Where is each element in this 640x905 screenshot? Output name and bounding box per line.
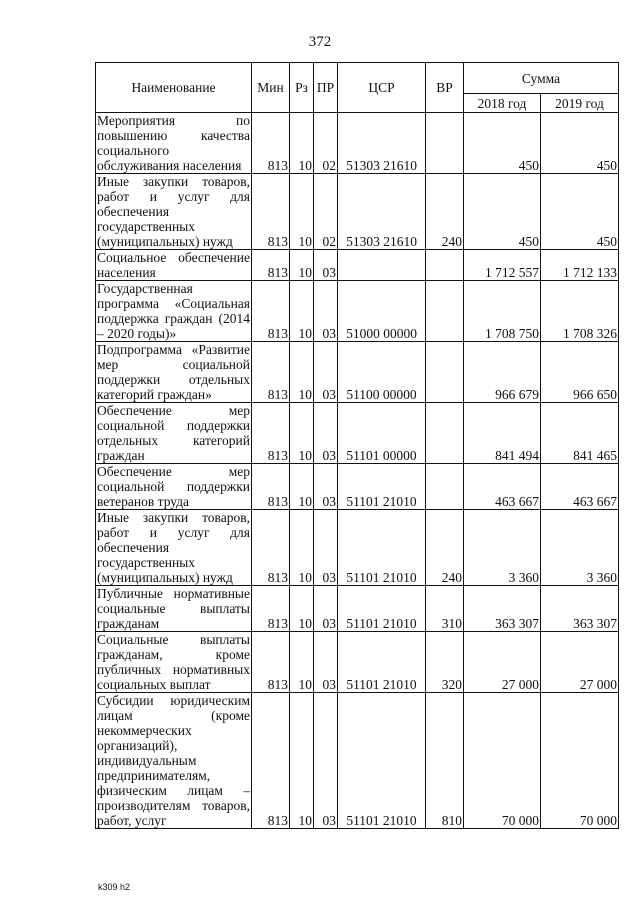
cell-y2019: 1 708 326	[541, 281, 619, 342]
cell-csr: 51101 21010	[338, 632, 426, 693]
table-row	[96, 342, 619, 403]
header-2018: 2018 год	[464, 94, 541, 113]
cell-y2018: 70 000	[464, 693, 541, 829]
header-vr: ВР	[426, 63, 464, 113]
cell-min: 813	[252, 342, 290, 403]
cell-y2019: 1 712 133	[541, 250, 619, 281]
header-rz: Рз	[290, 63, 314, 113]
cell-min: 813	[252, 281, 290, 342]
cell-y2019: 841 465	[541, 403, 619, 464]
cell-vr: 240	[426, 174, 464, 250]
cell-csr: 51101 21010	[338, 510, 426, 586]
cell-y2018: 363 307	[464, 586, 541, 632]
cell-csr: 51303 21610	[338, 174, 426, 250]
cell-vr: 240	[426, 510, 464, 586]
cell-y2018: 1 708 750	[464, 281, 541, 342]
table-row	[96, 632, 619, 693]
cell-min: 813	[252, 693, 290, 829]
cell-vr: 310	[426, 586, 464, 632]
header-name: Наименование	[96, 63, 252, 113]
cell-name: Обеспечение мер социальной поддержки ветеранов труда	[97, 464, 250, 509]
cell-pr: 03	[314, 250, 338, 281]
cell-pr: 03	[314, 632, 338, 693]
cell-name: Государственная программа «Социальная поддержка граждан (2014 – 2020 годы)»	[97, 281, 250, 341]
table-row	[96, 464, 619, 510]
table-row	[96, 693, 619, 829]
cell-vr	[426, 342, 464, 403]
header-pr: ПР	[314, 63, 338, 113]
cell-rz: 10	[290, 586, 314, 632]
cell-pr: 02	[314, 174, 338, 250]
table-row	[96, 113, 619, 174]
table-row	[96, 586, 619, 632]
cell-y2018: 27 000	[464, 632, 541, 693]
cell-y2018: 450	[464, 113, 541, 174]
cell-rz: 10	[290, 342, 314, 403]
cell-vr	[426, 464, 464, 510]
cell-y2018: 450	[464, 174, 541, 250]
cell-vr: 320	[426, 632, 464, 693]
cell-min: 813	[252, 113, 290, 174]
cell-pr: 03	[314, 403, 338, 464]
cell-min: 813	[252, 510, 290, 586]
table-row	[96, 403, 619, 464]
cell-rz: 10	[290, 693, 314, 829]
cell-csr	[338, 250, 426, 281]
cell-rz: 10	[290, 632, 314, 693]
table-row	[96, 510, 619, 586]
cell-csr: 51101 21010	[338, 693, 426, 829]
cell-pr: 03	[314, 693, 338, 829]
cell-vr	[426, 403, 464, 464]
cell-vr	[426, 113, 464, 174]
cell-rz: 10	[290, 464, 314, 510]
cell-name: Обеспечение мер социальной поддержки отдельных категорий граждан	[97, 403, 250, 463]
cell-pr: 03	[314, 586, 338, 632]
header-2019: 2019 год	[541, 94, 619, 113]
cell-pr: 02	[314, 113, 338, 174]
table-row	[96, 281, 619, 342]
cell-min: 813	[252, 464, 290, 510]
cell-rz: 10	[290, 281, 314, 342]
table-row	[96, 250, 619, 281]
cell-vr	[426, 250, 464, 281]
cell-y2018: 1 712 557	[464, 250, 541, 281]
cell-min: 813	[252, 586, 290, 632]
cell-y2019: 463 667	[541, 464, 619, 510]
cell-csr: 51101 21010	[338, 464, 426, 510]
cell-y2019: 27 000	[541, 632, 619, 693]
cell-csr: 51101 00000	[338, 403, 426, 464]
cell-pr: 03	[314, 342, 338, 403]
header-sum: Сумма	[464, 63, 619, 94]
cell-name: Иные закупки товаров, работ и услуг для обеспечения государственных (муниципальных) нужд	[97, 174, 250, 249]
cell-vr: 810	[426, 693, 464, 829]
cell-rz: 10	[290, 250, 314, 281]
cell-rz: 10	[290, 174, 314, 250]
cell-csr: 51100 00000	[338, 342, 426, 403]
cell-y2019: 363 307	[541, 586, 619, 632]
cell-min: 813	[252, 632, 290, 693]
cell-y2018: 966 679	[464, 342, 541, 403]
cell-name: Субсидии юридическим лицам (кроме некоммерческих организаций), индивидуальным предпринимателям, физическим лицам – производителям товаров, работ, услуг	[97, 693, 250, 828]
cell-name: Социальное обеспечение населения	[97, 250, 250, 280]
table-row	[96, 174, 619, 250]
cell-name: Подпрограмма «Развитие мер социальной поддержки отдельных категорий граждан»	[97, 342, 250, 402]
cell-csr: 51000 00000	[338, 281, 426, 342]
cell-rz: 10	[290, 510, 314, 586]
cell-pr: 03	[314, 510, 338, 586]
cell-name: Социальные выплаты гражданам, кроме публичных нормативных социальных выплат	[97, 632, 250, 692]
cell-y2019: 70 000	[541, 693, 619, 829]
cell-min: 813	[252, 174, 290, 250]
header-min: Мин	[252, 63, 290, 113]
budget-table	[95, 62, 619, 829]
header-csr: ЦСР	[338, 63, 426, 113]
cell-y2019: 450	[541, 174, 619, 250]
cell-name: Иные закупки товаров, работ и услуг для обеспечения государственных (муниципальных) нужд	[97, 510, 250, 585]
cell-pr: 03	[314, 281, 338, 342]
cell-name: Мероприятия по повышению качества социального обслуживания населения	[97, 113, 250, 173]
cell-vr	[426, 281, 464, 342]
cell-csr: 51101 21010	[338, 586, 426, 632]
cell-min: 813	[252, 250, 290, 281]
cell-csr: 51303 21610	[338, 113, 426, 174]
cell-rz: 10	[290, 113, 314, 174]
cell-pr: 03	[314, 464, 338, 510]
cell-y2019: 966 650	[541, 342, 619, 403]
cell-y2019: 450	[541, 113, 619, 174]
cell-y2018: 841 494	[464, 403, 541, 464]
cell-name: Публичные нормативные социальные выплаты гражданам	[97, 586, 250, 631]
cell-y2018: 3 360	[464, 510, 541, 586]
page-number: 372	[308, 34, 332, 50]
cell-min: 813	[252, 403, 290, 464]
cell-y2019: 3 360	[541, 510, 619, 586]
cell-y2018: 463 667	[464, 464, 541, 510]
cell-rz: 10	[290, 403, 314, 464]
table-body	[96, 113, 619, 829]
footer-code: k309 h2	[98, 882, 131, 892]
